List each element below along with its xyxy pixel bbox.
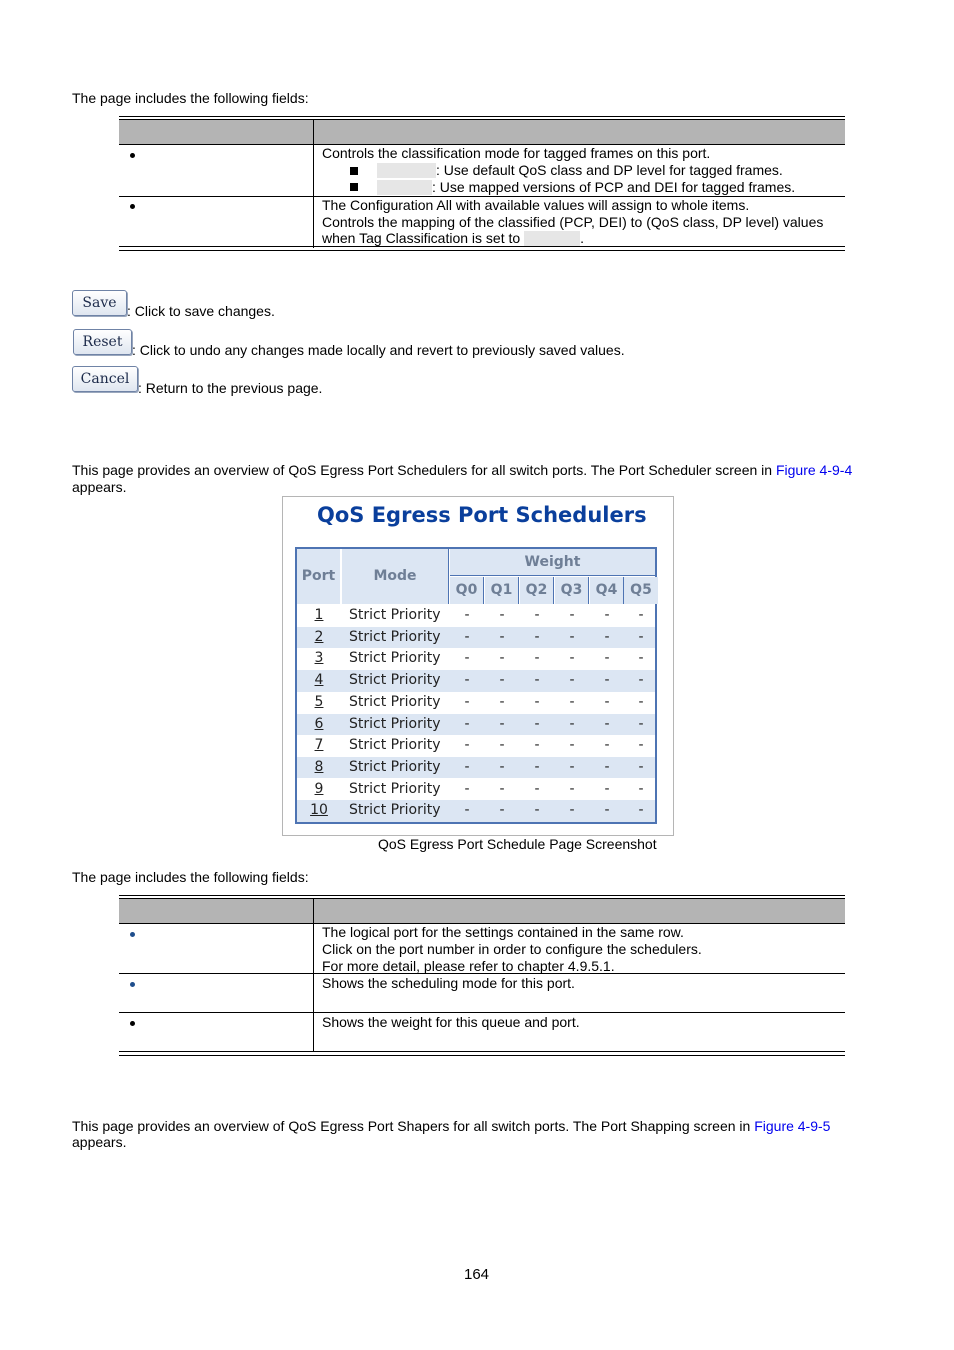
weight-header: Weight <box>450 549 655 576</box>
table-row <box>297 779 655 801</box>
weight-cell: - <box>534 607 540 623</box>
intro-text: The page includes the following fields: <box>72 869 309 885</box>
weight-cell: - <box>638 607 644 623</box>
weight-cell: - <box>499 650 505 667</box>
bullet-icon <box>130 982 135 987</box>
save-desc: : Click to save changes. <box>127 303 275 319</box>
intro-text: The page includes the following fields: <box>72 90 309 106</box>
weight-cell: - <box>534 628 540 645</box>
port-link[interactable]: 7 <box>314 737 324 754</box>
weight-cell: - <box>534 758 540 775</box>
port-link[interactable]: 5 <box>314 693 324 710</box>
mode-cell: Strict Priority <box>349 628 441 645</box>
weight-cell: - <box>569 758 575 775</box>
mode-cell: Strict Priority <box>349 802 441 819</box>
mode-cell: Strict Priority <box>349 737 441 754</box>
weight-cell: - <box>569 780 575 797</box>
weight-cell: - <box>464 802 470 819</box>
port-link[interactable]: 4 <box>314 672 324 689</box>
weight-cell: - <box>534 715 540 732</box>
weight-cell: - <box>499 780 505 797</box>
weight-cell: - <box>569 715 575 732</box>
weight-cell: - <box>638 628 644 645</box>
weight-cell: - <box>604 628 610 645</box>
weight-cell: - <box>464 693 470 710</box>
weight-cell: - <box>638 758 644 775</box>
mode-cell: Strict Priority <box>349 693 441 710</box>
field-desc: Shows the weight for this queue and port. <box>322 1014 580 1030</box>
mode-header: Mode <box>342 549 449 604</box>
weight-cell: - <box>569 802 575 819</box>
weight-cell: - <box>499 628 505 645</box>
option-text: : Use mapped versions of PCP and DEI for tagged frames. <box>377 179 795 196</box>
screenshot-figure <box>282 496 674 836</box>
weight-cell: - <box>569 650 575 667</box>
mode-cell: Strict Priority <box>349 715 441 732</box>
weight-cell: - <box>534 693 540 710</box>
table-row <box>297 714 655 736</box>
table-row <box>297 692 655 714</box>
weight-cell: - <box>464 715 470 732</box>
table-row <box>297 648 655 670</box>
scheduler-table <box>295 547 657 824</box>
weight-cell: - <box>464 628 470 645</box>
overview-paragraph: This page provides an overview of QoS Egress Port Schedulers for all switch ports. The Port Scheduler screen in Figure 4-9-4 <box>72 462 853 478</box>
save-button[interactable]: Save <box>72 290 127 316</box>
reset-desc: : Click to undo any changes made locally and revert to previously saved values. <box>132 342 625 358</box>
weight-cell: - <box>534 650 540 667</box>
bullet-icon <box>130 932 135 937</box>
weight-cell: - <box>604 672 610 689</box>
weight-cell: - <box>534 780 540 797</box>
weight-cell: - <box>534 802 540 819</box>
weight-cell: - <box>534 672 540 689</box>
table-header <box>119 119 845 145</box>
weight-cell: - <box>499 693 505 710</box>
field-desc: The logical port for the settings contained in the same row. <box>322 924 684 940</box>
weight-cell: - <box>604 715 610 732</box>
table-row <box>297 670 655 692</box>
field-desc: The Configuration All with available values will assign to whole items. <box>322 197 750 213</box>
bullet-icon <box>130 1021 135 1026</box>
field-desc: Controls the mapping of the classified (PCP, DEI) to (QoS class, DP level) values <box>322 214 824 230</box>
queue-header-q1: Q1 <box>485 577 519 604</box>
port-link[interactable]: 2 <box>314 628 324 645</box>
square-bullet-icon <box>350 167 358 175</box>
weight-cell: - <box>569 737 575 754</box>
bullet-icon <box>130 204 135 209</box>
weight-cell: - <box>604 607 610 623</box>
weight-cell: - <box>464 780 470 797</box>
reset-button[interactable]: Reset <box>73 329 132 355</box>
mode-cell: Strict Priority <box>349 607 441 623</box>
weight-cell: - <box>534 737 540 754</box>
figure-link[interactable]: Figure 4-9-4 <box>775 462 853 478</box>
queue-header-q5: Q5 <box>624 577 658 604</box>
weight-cell: - <box>638 650 644 667</box>
port-link[interactable]: 6 <box>314 715 324 732</box>
mode-cell: Strict Priority <box>349 672 441 689</box>
weight-cell: - <box>604 802 610 819</box>
cancel-desc: : Return to the previous page. <box>138 380 323 396</box>
fields-table-1 <box>119 116 845 252</box>
weight-cell: - <box>638 693 644 710</box>
port-link[interactable]: 10 <box>310 802 328 819</box>
mode-cell: Strict Priority <box>349 780 441 797</box>
mode-cell: Strict Priority <box>349 758 441 775</box>
weight-cell: - <box>569 607 575 623</box>
port-header: Port <box>297 549 341 604</box>
weight-cell: - <box>604 737 610 754</box>
figure-link[interactable]: Figure 4-9-5 <box>754 1118 831 1134</box>
weight-cell: - <box>604 693 610 710</box>
port-link[interactable]: 9 <box>314 780 324 797</box>
field-desc: For more detail, please refer to chapter 4.9.5.1. <box>322 958 615 974</box>
overview-paragraph-cont: appears. <box>72 479 127 495</box>
weight-cell: - <box>604 650 610 667</box>
queue-header-q2: Q2 <box>520 577 554 604</box>
field-desc: when Tag Classification is set to . <box>322 230 584 246</box>
table-header <box>119 898 845 924</box>
weight-cell: - <box>499 672 505 689</box>
weight-cell: - <box>499 737 505 754</box>
weight-cell: - <box>604 758 610 775</box>
weight-cell: - <box>638 737 644 754</box>
weight-cell: - <box>638 802 644 819</box>
field-desc: Click on the port number in order to configure the schedulers. <box>322 941 702 957</box>
bullet-icon <box>130 153 135 158</box>
square-bullet-icon <box>350 183 358 191</box>
weight-cell: - <box>569 693 575 710</box>
table-row <box>297 800 655 822</box>
weight-cell: - <box>638 715 644 732</box>
queue-header-q4: Q4 <box>590 577 624 604</box>
weight-cell: - <box>604 780 610 797</box>
field-desc: Shows the scheduling mode for this port. <box>322 975 575 991</box>
weight-cell: - <box>464 650 470 667</box>
weight-cell: - <box>499 758 505 775</box>
weight-cell: - <box>638 672 644 689</box>
field-desc: Controls the classification mode for tagged frames on this port. <box>322 145 711 161</box>
shapers-paragraph-cont: appears. <box>72 1134 127 1150</box>
port-link[interactable]: 1 <box>314 607 324 623</box>
shapers-paragraph: This page provides an overview of QoS Egress Port Shapers for all switch ports. The Port Shapping screen in Figure 4-9-5 <box>72 1118 831 1134</box>
weight-cell: - <box>499 607 505 623</box>
weight-cell: - <box>569 628 575 645</box>
table-row <box>297 757 655 779</box>
fields-table-2 <box>119 895 845 1057</box>
page-number: 164 <box>464 1266 490 1283</box>
option-text: : Use default QoS class and DP level for tagged frames. <box>377 162 783 179</box>
mode-cell: Strict Priority <box>349 650 441 667</box>
table-row <box>297 605 655 627</box>
queue-header-q3: Q3 <box>555 577 589 604</box>
queue-header-q0: Q0 <box>450 577 484 604</box>
weight-cell: - <box>464 607 470 623</box>
weight-cell: - <box>499 715 505 732</box>
cancel-button[interactable]: Cancel <box>72 366 138 392</box>
weight-cell: - <box>464 737 470 754</box>
weight-cell: - <box>499 802 505 819</box>
table-row <box>297 735 655 757</box>
weight-cell: - <box>638 780 644 797</box>
screenshot-title: QoS Egress Port Schedulers <box>317 503 647 527</box>
figure-caption: QoS Egress Port Schedule Page Screenshot <box>378 836 657 852</box>
weight-cell: - <box>464 672 470 689</box>
weight-cell: - <box>569 672 575 689</box>
port-link[interactable]: 8 <box>314 758 324 775</box>
table-row <box>297 627 655 649</box>
port-link[interactable]: 3 <box>314 650 324 667</box>
weight-cell: - <box>464 758 470 775</box>
